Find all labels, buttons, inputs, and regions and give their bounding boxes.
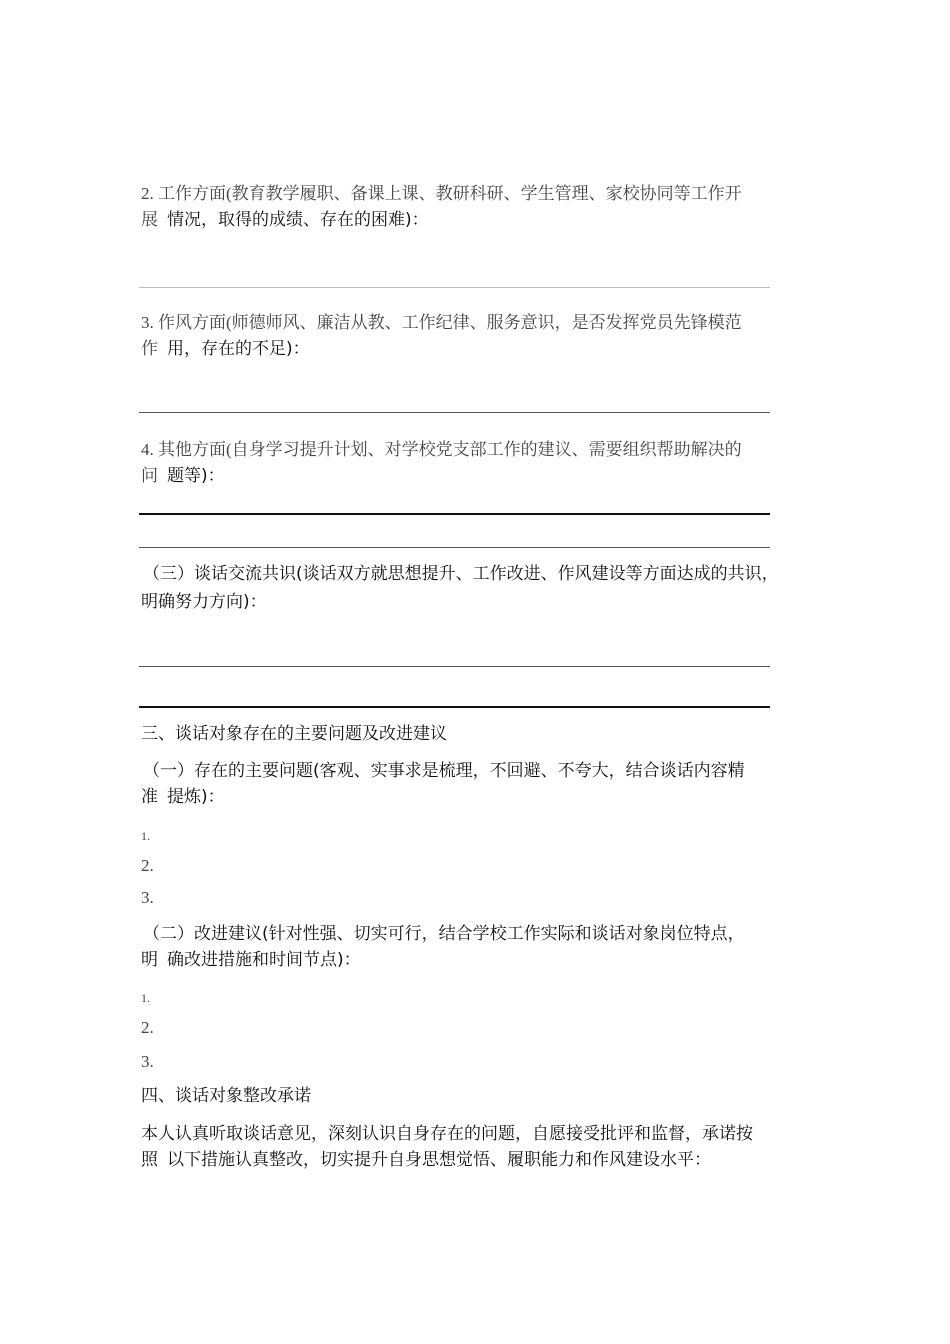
consensus-line-1: （三）谈话交流共识(谈话双方就思想提升、工作改进、作风建设等方面达成的共识， xyxy=(143,564,779,584)
section-2-line-2b: 情况，取得的成绩、存在的困难)： xyxy=(167,210,429,230)
section-3-line-2b: 用，存在的不足)： xyxy=(167,339,310,359)
section-3-line-2a: 作 xyxy=(141,339,158,358)
section-2-line-2a: 展 xyxy=(141,210,158,229)
main-problems-line-2b: 提炼)： xyxy=(167,787,225,807)
suggestion-item-1: 1. xyxy=(141,991,150,1005)
consensus-line-2: 明确努力方向)： xyxy=(141,592,267,612)
answer-line-work xyxy=(139,287,770,288)
main-problem-item-1: 1. xyxy=(141,829,150,843)
section-2-line-1: 2. 工作方面(教育教学履职、备课上课、教研科研、学生管理、家校协同等工作开 xyxy=(141,184,742,203)
commitment-line-2a: 照 xyxy=(141,1150,158,1170)
main-problems-line-2a: 准 xyxy=(141,787,158,807)
answer-line-other-1 xyxy=(139,513,770,515)
suggestions-line-2a: 明 xyxy=(141,950,158,970)
section-4-line-1: 4. 其他方面(自身学习提升计划、对学校党支部工作的建议、需要组织帮助解决的 xyxy=(141,440,742,459)
section-4-line-2b: 题等)： xyxy=(167,466,225,486)
commitment-heading: 四、谈话对象整改承诺 xyxy=(141,1086,311,1106)
suggestions-line-1: （二）改进建议(针对性强、切实可行，结合学校工作实际和谈话对象岗位特点， xyxy=(143,924,745,944)
answer-line-consensus-2 xyxy=(139,706,770,708)
main-problem-item-3: 3. xyxy=(141,888,154,907)
commitment-line-2b: 以下措施认真整改，切实提升自身思想觉悟、履职能力和作风建设水平： xyxy=(167,1150,711,1170)
answer-line-consensus-1 xyxy=(139,666,770,667)
commitment-line-1: 本人认真听取谈话意见，深刻认识自身存在的问题，自愿接受批评和监督，承诺按 xyxy=(141,1124,753,1144)
section-3-line-1: 3. 作风方面(师德师风、廉洁从教、工作纪律、服务意识，是否发挥党员先锋模范 xyxy=(141,313,742,332)
main-problems-line-1: （一）存在的主要问题(客观、实事求是梳理，不回避、不夸大，结合谈话内容精 xyxy=(143,761,745,781)
answer-line-conduct xyxy=(139,412,770,413)
suggestion-item-3: 3. xyxy=(141,1052,154,1071)
main-problem-item-2: 2. xyxy=(141,856,154,875)
answer-line-other-2 xyxy=(139,547,770,548)
suggestions-line-2b: 确改进措施和时间节点)： xyxy=(167,950,361,970)
section-4-line-2a: 问 xyxy=(141,466,158,485)
problems-heading: 三、谈话对象存在的主要问题及改进建议 xyxy=(141,724,447,744)
suggestion-item-2: 2. xyxy=(141,1018,154,1037)
